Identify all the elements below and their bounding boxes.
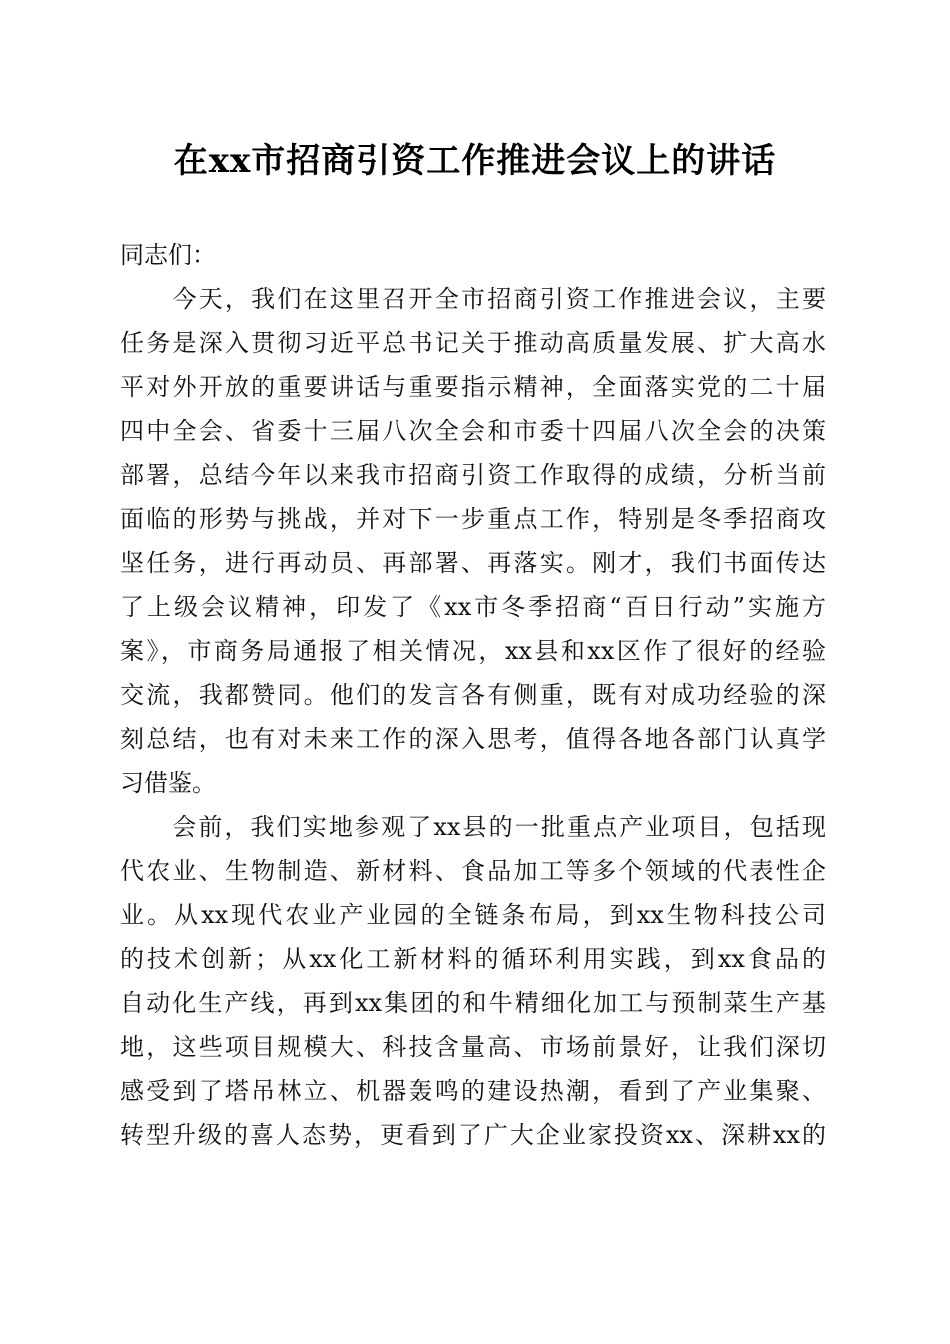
paragraph-1-line: 坚任务，进行再动员、再部署、再落实。刚才，我们书面传达 [120, 549, 826, 577]
paragraph-1-line: 平对外开放的重要讲话与重要指示精神，全面落实党的二十届 [120, 373, 826, 401]
paragraph-1-line: 案》，市商务局通报了相关情况，xx县和xx区作了很好的经验 [120, 637, 826, 665]
paragraph-2-line: 业。从xx现代农业产业园的全链条布局，到xx生物科技公司 [120, 901, 826, 929]
paragraph-1-line: 今天，我们在这里召开全市招商引资工作推进会议，主要 [120, 285, 826, 313]
paragraph-1-line: 部署，总结今年以来我市招商引资工作取得的成绩，分析当前 [120, 461, 826, 489]
paragraph-2-line: 自动化生产线，再到xx集团的和牛精细化加工与预制菜生产基 [120, 989, 826, 1017]
paragraph-2-line: 的技术创新；从xx化工新材料的循环利用实践，到xx食品的 [120, 945, 826, 973]
salutation: 同志们： [120, 241, 216, 269]
paragraph-2-line: 会前，我们实地参观了xx县的一批重点产业项目，包括现 [120, 813, 826, 841]
paragraph-2-line: 代农业、生物制造、新材料、食品加工等多个领域的代表性企 [120, 857, 826, 885]
paragraph-1-line: 了上级会议精神，印发了《xx市冬季招商“百日行动”实施方 [120, 593, 826, 621]
paragraph-1-line: 面临的形势与挑战，并对下一步重点工作，特别是冬季招商攻 [120, 505, 826, 533]
paragraph-1-line: 任务是深入贯彻习近平总书记关于推动高质量发展、扩大高水 [120, 329, 826, 357]
paragraph-1-line: 交流，我都赞同。他们的发言各有侧重，既有对成功经验的深 [120, 681, 826, 709]
paragraph-2-line: 感受到了塔吊林立、机器轰鸣的建设热潮，看到了产业集聚、 [120, 1077, 826, 1105]
paragraph-1-line: 习借鉴。 [120, 769, 216, 797]
paragraph-2-line: 转型升级的喜人态势，更看到了广大企业家投资xx、深耕xx的 [120, 1121, 826, 1149]
paragraph-1-line: 刻总结，也有对未来工作的深入思考，值得各地各部门认真学 [120, 725, 826, 753]
paragraph-2-line: 地，这些项目规模大、科技含量高、市场前景好，让我们深切 [120, 1033, 826, 1061]
paragraph-1-line: 四中全会、省委十三届八次全会和市委十四届八次全会的决策 [120, 417, 826, 445]
document-title: 在xx市招商引资工作推进会议上的讲话 [173, 141, 777, 181]
